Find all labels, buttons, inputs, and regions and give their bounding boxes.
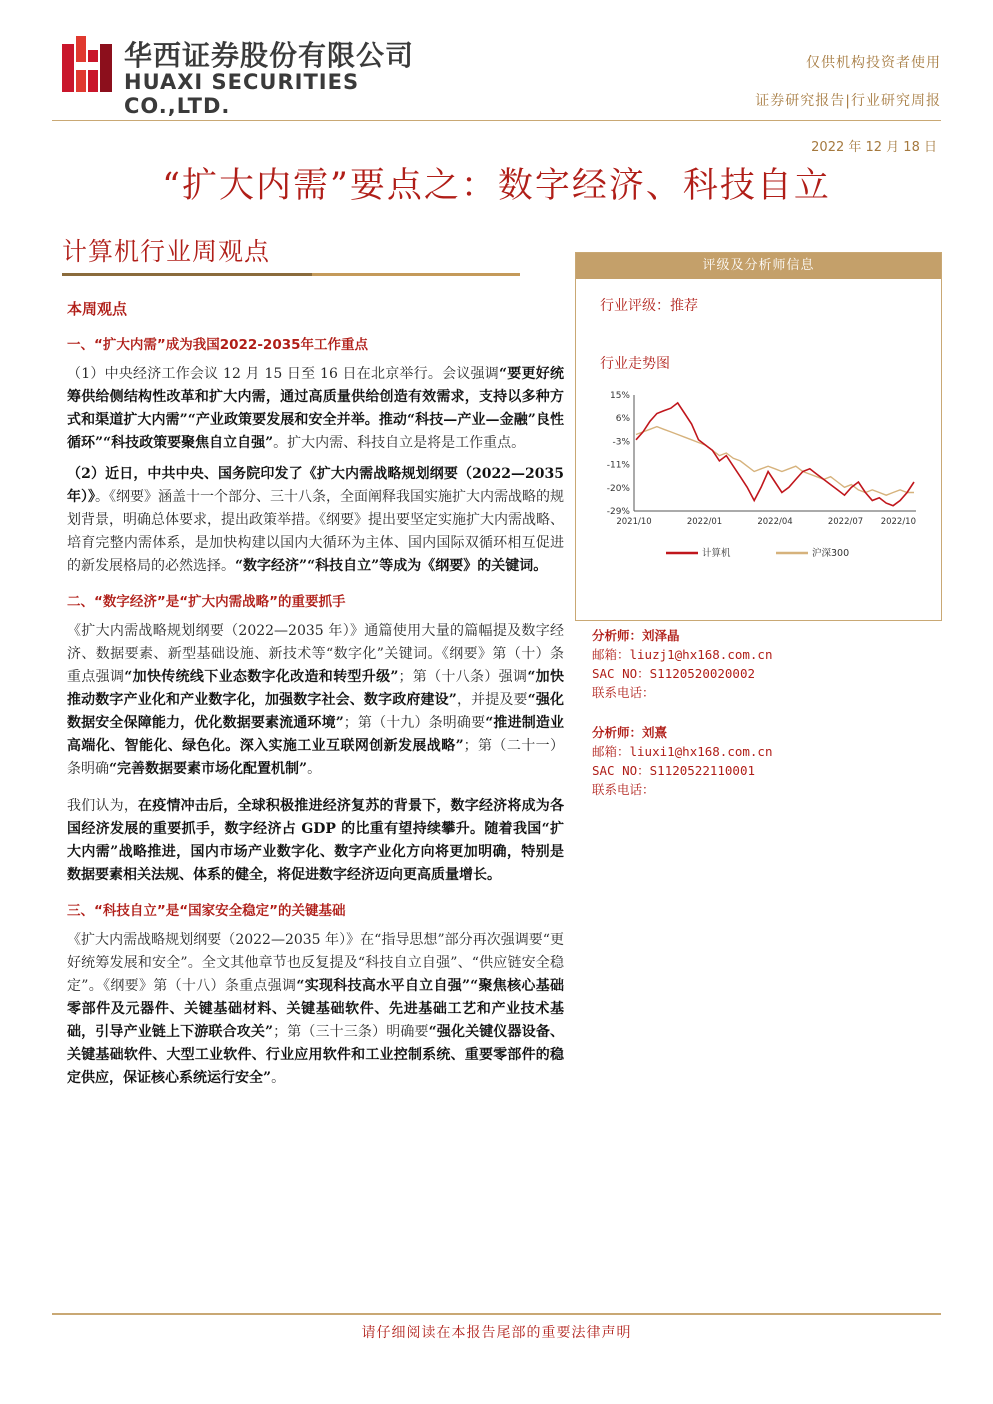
- legend-label: 计算机: [702, 548, 731, 559]
- y-tick-label: -3%: [612, 437, 630, 448]
- text-run: ；第（十八条）强调: [398, 669, 528, 685]
- series-line-csi300: [636, 427, 914, 496]
- industry-rating: 行业评级：推荐: [600, 298, 698, 314]
- rating-panel-header: 评级及分析师信息: [576, 253, 941, 279]
- x-tick-label: 2021/10: [616, 517, 652, 527]
- company-logo: [62, 30, 462, 118]
- text-run: ，并提及要: [456, 692, 528, 708]
- analyst-card-2: [592, 723, 773, 799]
- text-run: “完善数据要素市场化配置机制”: [109, 761, 308, 777]
- section-heading: 计算机行业周观点: [62, 237, 271, 266]
- company-name-cn: 华西证券股份有限公司: [124, 39, 415, 72]
- text-run: “强化关键仪器设备、关键基础软件、大型工业软件、行业应用软件和工业控制系统、重要零部件的稳定供应，保证核心系统运行安全”: [67, 1024, 564, 1086]
- analyst-name: 分析师：刘熹: [592, 725, 668, 740]
- analyst-email: 邮箱：liuxi1@hx168.com.cn: [592, 744, 773, 759]
- x-tick-label: 2022/07: [827, 517, 864, 527]
- text-run: 在疫情冲击后，全球积极推进经济复苏的背景下，数字经济将成为各国经济发展的重要抓手，数字经济占 GDP 的比重有望持续攀升。随着我国“扩大内需”战略推进，国内市场产业数字化、数字产业化方向将更加明确，特别是数据要素相关法规、体系的健全，将促进数字经济迈向更高质量增长。: [67, 798, 565, 883]
- analyst-phone: 联系电话：: [592, 782, 655, 797]
- x-tick-label: 2022/04: [757, 517, 793, 527]
- analyst-email: 邮箱：liuzj1@hx168.com.cn: [592, 647, 773, 662]
- text-run: 《扩大内需战略规划纲要（2022—2035 年）》通篇使用大量的篇幅提及数字经济、数据要素、新型基础设施、新技术等“数字化”关键词。《纲要》第（十）条重点强调: [67, 623, 564, 685]
- text-run: “要更好统筹供给侧结构性改革和扩大内需，通过高质量供给创造有效需求，支持以多种方式和渠道扩大内需”“产业政策要发展和安全并举。推动“科技—产业—金融”良性循环”“科技政策要聚焦自立自强”: [67, 366, 564, 451]
- y-tick-label: -20%: [606, 483, 630, 494]
- text-run: （2）近日，中共中央、国务院印发了《扩大内需战略规划纲要（2022—2035 年）》: [67, 466, 564, 505]
- section-underline-accent: [62, 273, 312, 276]
- trend-chart-label: 行业走势图: [600, 356, 670, 372]
- x-tick-label: 2022/10: [880, 517, 916, 527]
- text-run: 。《纲要》涵盖十一个部分、三十八条，全面阐释我国实施扩大内需战略的规划背景，明确总体要求，提出政策举措。《纲要》提出要坚定实施扩大内需战略、培育完整内需体系，是加快构建以国内大循环为主体、国内国际双循环相互促进的新发展格局的必然选择。: [67, 489, 564, 574]
- section-2-title: 二、“数字经济”是“扩大内需战略”的重要抓手: [67, 594, 346, 610]
- y-tick-label: -29%: [606, 507, 630, 517]
- y-tick-label: -11%: [606, 460, 630, 471]
- text-run: ；第（三十三条）明确要: [273, 1024, 429, 1040]
- footer-divider: [52, 1313, 941, 1315]
- header-divider: [52, 120, 941, 121]
- y-tick-label: 6%: [615, 414, 630, 425]
- paragraph-5: [67, 929, 564, 1090]
- paragraph-1: [67, 363, 564, 455]
- text-run: ；第（十九）条明确要: [343, 715, 486, 731]
- analyst-card-1: [592, 626, 773, 702]
- text-run: 。: [271, 1070, 286, 1086]
- paragraph-2: [67, 463, 564, 578]
- text-run: （1）中央经济工作会议 12 月 15 日至 16 日在北京举行。会议强调: [67, 366, 500, 382]
- huaxi-logo-icon: [62, 36, 112, 92]
- section-3-title: 三、“科技自立”是“国家安全稳定”的关键基础: [67, 903, 346, 919]
- report-type: 证券研究报告|行业研究周报: [755, 93, 941, 109]
- text-run: ；第（二十一）条明确: [67, 738, 564, 777]
- text-run: “推进制造业高端化、智能化、绿色化。深入实施工业互联网创新发展战略”: [67, 715, 564, 754]
- y-tick-label: 15%: [609, 391, 630, 401]
- analyst-name: 分析师：刘泽晶: [592, 628, 680, 643]
- text-run: “数字经济”“科技自立”等成为《纲要》的关键词。: [235, 558, 548, 574]
- text-run: “加快推动数字产业化和产业数字化，加强数字社会、数字政府建设”: [67, 669, 565, 708]
- rating-panel: [575, 252, 942, 621]
- analyst-sac: SAC NO：S1120522110001: [592, 763, 756, 778]
- text-run: “实现科技高水平自立自强”“聚焦核心基础零部件及元器件、关键基础材料、关键基础软件、先进基础工艺和产业技术基础，引导产业链上下游联合攻关”: [67, 978, 564, 1040]
- legal-notice: 请仔细阅读在本报告尾部的重要法律声明: [361, 1325, 632, 1341]
- week-view-heading: 本周观点: [67, 300, 128, 318]
- paragraph-4: [67, 795, 564, 887]
- main-content: [67, 298, 564, 1098]
- text-run: 《扩大内需战略规划纲要（2022—2035 年）》在“指导思想”部分再次强调要“更好统筹发展和安全”。全文其他章节也反复提及“科技自立自强”、“供应链安全稳定”。《纲要》第（十八）条重点强调: [67, 932, 564, 994]
- report-date: 2022 年 12 月 18 日: [811, 140, 937, 155]
- text-run: 我们认为，: [67, 798, 139, 814]
- company-name-en: HUAXI SECURITIES CO.,LTD.: [124, 70, 360, 118]
- text-run: 。: [307, 761, 322, 777]
- trend-chart-svg: [596, 383, 936, 613]
- report-title: “扩大内需”要点之：数字经济、科技自立: [162, 166, 831, 206]
- audience-note: 仅供机构投资者使用: [806, 55, 941, 71]
- analyst-phone: 联系电话：: [592, 685, 655, 700]
- trend-chart: [596, 383, 936, 613]
- x-tick-label: 2022/01: [686, 517, 723, 527]
- legend-label: 沪深300: [812, 548, 850, 559]
- text-run: 。扩大内需、科技自立是将是工作重点。: [273, 435, 526, 451]
- text-run: “加快传统线下业态数字化改造和转型升级”: [124, 669, 399, 685]
- section-1-title: 一、“扩大内需”成为我国2022-2035年工作重点: [67, 337, 368, 353]
- analyst-sac: SAC NO：S1120520020002: [592, 666, 756, 681]
- text-run: “强化数据安全保障能力，优化数据要素流通环境”: [67, 692, 564, 731]
- paragraph-3: [67, 620, 564, 781]
